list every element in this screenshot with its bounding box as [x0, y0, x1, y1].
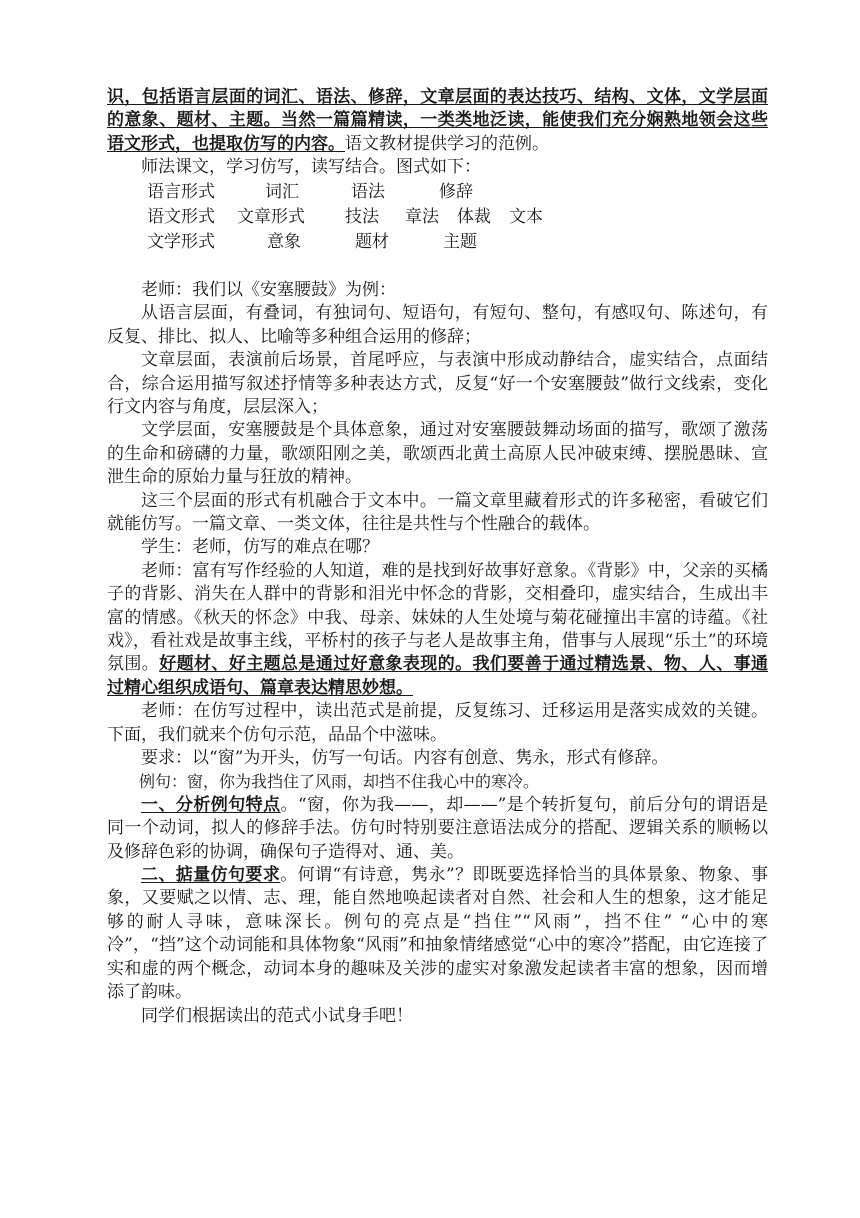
answer-text: 老师：富有写作经验的人知道，难的是找到好故事好意象。《背影》中，父亲的买橘子的背影、消失在人群中的背影和泪光中怀念的背影，交相叠印，虚实结合，生成出丰富的情感。《秋天的怀念》中我、母亲、妹妹的人生处境与菊花碰撞出丰富的诗蕴。《社戏》，看社戏是故事主线，平桥村的孩子与老人是故事主角，借事与人展现“乐土”的环境氛围。: [107, 560, 768, 675]
intro-emphasis: 识，包括语言层面的词汇、语法、修辞，文章层面的表达技巧、结构、文体，文学层面的意象、题材、主题。当然一篇篇精读，一类类地泛读，能使我们充分娴熟地领会这些语文形式，也提取仿写的内容。: [107, 87, 768, 154]
diagram-item: 技法: [345, 206, 379, 227]
diagram-item: 体裁: [457, 206, 491, 227]
diagram-head: 语言形式: [147, 181, 215, 202]
weigh-body: 。何谓“有诗意，隽永”？即既要选择恰当的具体景象、物象、事象，又要赋之以情、志、理，能自然地唤起读者对自然、社会和人生的想象，这才能足够的耐人寻味，意味深长。例句的亮点是“挡住”“风雨”，挡不住” “心中的寒冷”，“挡”这个动词能和具体物象“风雨”和抽象情绪感觉“心中的寒冷”搭配，由它连接了实和虚的两个概念，动词本身的趣味及关涉的虚实对象激发起读者丰富的想象，因而增添了韵味。: [107, 865, 768, 1003]
paragraph-three-levels: 这三个层面的形式有机融合于文本中。一篇文章里藏着形式的许多秘密，看破它们就能仿写。一篇文章、一类文体，往往是共性与个性融合的载体。: [107, 490, 768, 534]
paragraph-imitation-process: 老师：在仿写过程中，读出范式是前提，反复练习、迁移运用是落实成效的关键。下面，我们就来个仿句示范，品品个中滋味。: [107, 701, 768, 745]
diagram-item: 题材: [355, 232, 389, 253]
diagram-item: 修辞: [439, 181, 473, 202]
method-line: 师法课文，学习仿写，读写结合。图式如下：: [141, 157, 481, 178]
diagram-item: 章法: [405, 206, 439, 227]
diagram-item: 语法: [351, 181, 385, 202]
diagram-item: 主题: [443, 232, 477, 253]
analysis-body: 。“窗，你为我——，却——”是个转折复句，前后分句的谓语是同一个动词，拟人的修辞手法。仿句时特别要注意语法成分的搭配、逻辑关系的顺畅以及修辞色彩的协调，确保句子造得对、通、美。: [107, 794, 768, 862]
paragraph-weigh-requirements: [107, 864, 768, 1004]
diagram-sub: 文章形式: [237, 206, 305, 227]
diagram-head: 语文形式: [147, 206, 215, 227]
spacer: [107, 256, 768, 279]
weigh-heading: 二、掂量仿句要求: [141, 865, 281, 886]
paragraph-teacher-answer: [107, 560, 768, 700]
diagram-row-literature: [147, 230, 768, 255]
diagram-row-chinese: [147, 205, 768, 230]
diagram-head: 文学形式: [147, 232, 215, 253]
paragraph-literature-level: 文学层面，安塞腰鼓是个具体意象，通过对安塞腰鼓舞动场面的描写，歌颂了激荡的生命和磅礴的力量，歌颂阳刚之美，歌颂西北黄土高原人民冲破束缚、摆脱愚昧、宣泄生命的原始力量与狂放的精神。: [107, 420, 768, 488]
analysis-heading: 一、分析例句特点: [141, 794, 281, 815]
paragraph-article-level: 文章层面，表演前后场景，首尾呼应，与表演中形成动静结合，虚实结合，点面结合，综合运用描写叙述抒情等多种表达方式，反复“好一个安塞腰鼓”做行文线索，变化行文内容与角度，层层深入；: [107, 350, 768, 417]
diagram-row-language: [147, 180, 768, 205]
paragraph-requirement: 要求：以“窗”为开头，仿写一句话。内容有创意、隽永，形式有修辞。: [141, 748, 669, 769]
paragraph-example-sentence: 例句：窗，你为我挡住了风雨，却挡不住我心中的寒冷。: [139, 772, 540, 792]
diagram-item: 文本: [509, 206, 543, 227]
paragraph-student-question: 学生：老师，仿写的难点在哪？: [141, 537, 379, 558]
paragraph-language-level: 从语言层面，有叠词，有独词句、短语句，有短句、整句，有感叹句、陈述句，有反复、排比、拟人、比喻等多种组合运用的修辞；: [107, 303, 768, 347]
answer-emphasis: 好题材、好主题总是通过好意象表现的。我们要善于通过精选景、物、人、事通过精心组织成语句、篇章表达精思妙想。: [107, 654, 769, 698]
paragraph-closing: 同学们根据读出的范式小试身手吧！: [141, 1005, 413, 1026]
diagram-item: 意象: [267, 232, 301, 253]
intro-normal: 语文教材提供学习的范例。: [345, 133, 549, 154]
form-diagram: [107, 180, 768, 256]
paragraph-analysis: [107, 794, 768, 864]
paragraph-example-intro: 老师：我们以《安塞腰鼓》为例：: [141, 279, 396, 300]
intro-paragraph: [107, 86, 768, 156]
diagram-item: 词汇: [265, 181, 299, 202]
